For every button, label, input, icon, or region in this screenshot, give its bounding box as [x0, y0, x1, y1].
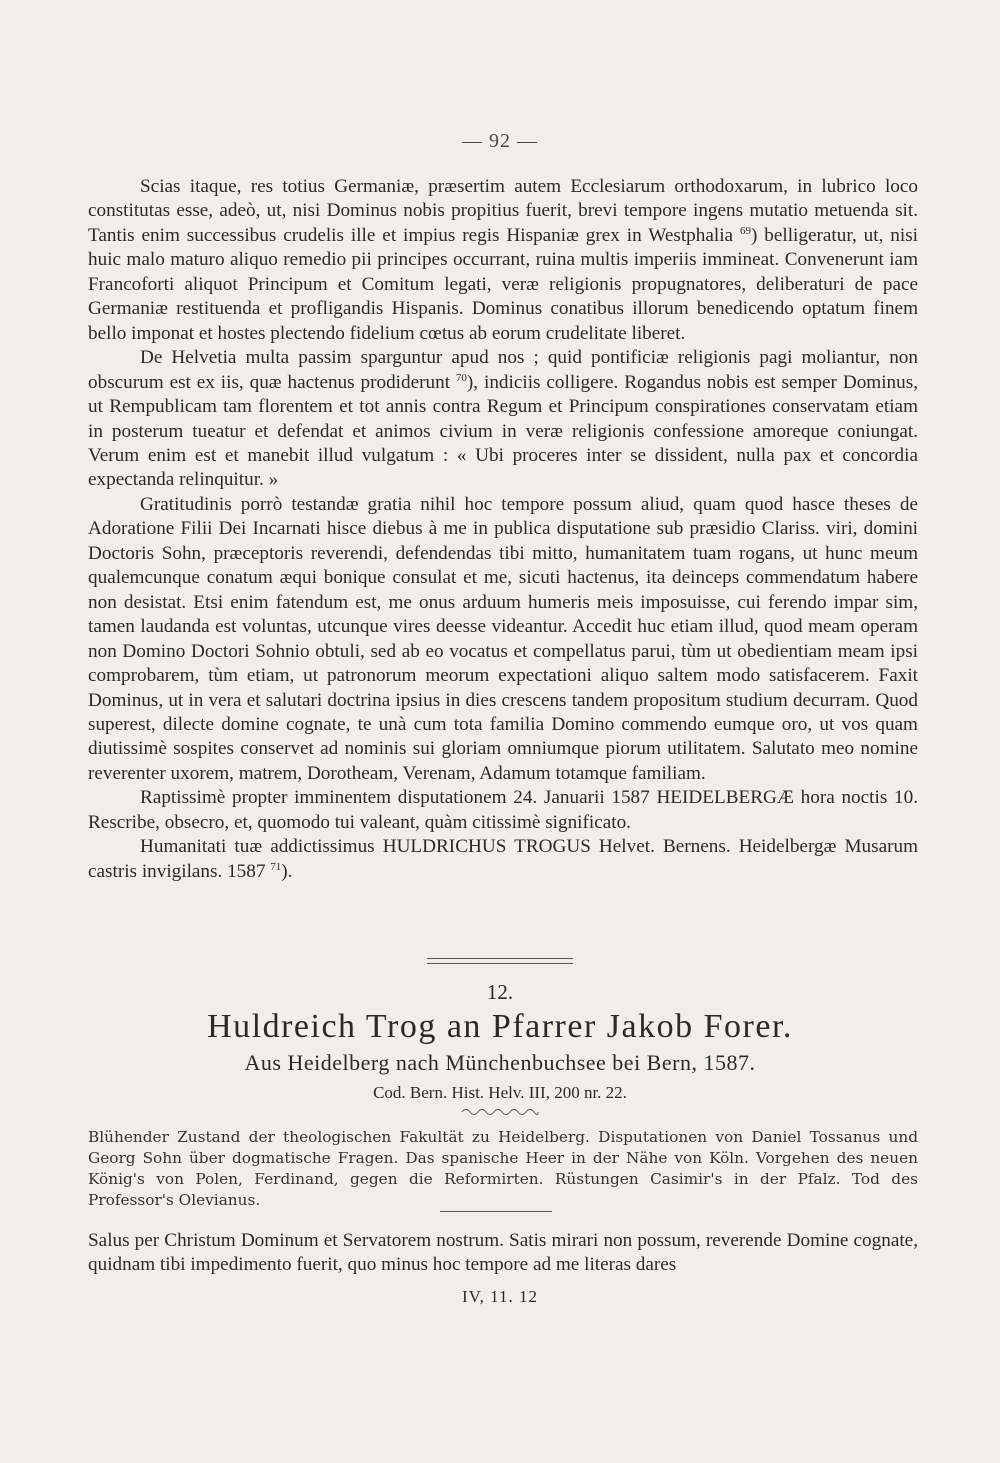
paragraph-text: De Helvetia multa passim sparguntur apud nos ; quid pontificiæ religionis pagi moliantur, non obscurum est ex iis, quæ hactenus prodiderunt: [88, 347, 918, 393]
summary-divider: [440, 1211, 552, 1212]
paragraph: [88, 493, 918, 786]
footnote-ref: 71: [270, 860, 282, 873]
paragraph: [88, 786, 918, 835]
paragraph-text: Humanitati tuæ addictissimus HULDRICHUS TROGUS Helvet. Bernens. Heidelbergæ Musarum castris invigilans. 1587: [88, 836, 918, 882]
letter-number: 12.: [486, 980, 514, 1004]
paragraph-text: Raptissimè propter imminentem disputationem 24. Januarii 1587 HEIDELBERGÆ hora noctis 10. Rescribe, obsecro, et, quomodo tui valeant, quàm citissimè significato.: [88, 787, 918, 833]
letter-12-opening: [88, 1229, 918, 1278]
footnote-ref: 70: [455, 371, 467, 384]
wavy-ornament-icon: [460, 1105, 540, 1119]
page-number: — 92 —: [462, 130, 538, 152]
letter-summary: Blühender Zustand der theologischen Fakultät zu Heidelberg. Disputationen von Daniel Tossanus und Georg Sohn über dogmatische Fragen. Das spanische Heer in der Nähe von Köln. Vorgehen des neuen König's von Polen, Ferdinand, gegen die Reformirten. Rüstungen Casimir's in der Pfalz. Tod des Professor's Olevianus.: [88, 1128, 918, 1209]
footnote-ref: 69: [739, 224, 751, 237]
paragraph-text: ), indiciis colligere. Rogandus nobis est semper Dominus, ut Rempublicam tam florentem et tot annis contra Regum et Principum conspirationes conservatam etiam in posterum tueatur et defendat et animos civium in veræ religionis confessione amoreque coniungat. Verum enim est et manebit illud vulgatum : « Ubi proceres inter se dissident, nulla pax et concordia expectanda relinquitur. »: [88, 371, 918, 491]
paragraph: [88, 346, 918, 493]
letter-11-body: [88, 175, 918, 884]
paragraph-text: Gratitudinis porrò testandæ gratia nihil hoc tempore possum aliud, quam quod hasce theses de Adoratione Filii Dei Incarnati hisce diebus à me in publica disputatione sub præsidio Clariss. viri, domini Doctoris Sohn, præceptoris reverendi, defendendas tibi mitto, humanitatem tuam rogans, ut hunc meum qualemcunque conatum æqui bonique consulat et me, sicuti hactenus, ita deinceps commendatum habere non desistat. Etsi enim fatendum est, me onus arduum humeris meis imposuisse, cui ferendo impar sim, tamen laudanda est voluntas, utcunque vires deesse videantur. Accedit huc etiam illud, quod meam operam non Domino Doctori Sohnio obtuli, sed ab eo vocatus et compellatus parui, tùm ut obedientiam meam ipsi comprobarem, tùm etiam, ut patronorum meorum expectationi aliquo saltem modo satisfacerem. Faxit Dominus, ut in vera et salutari doctrina ipsius in dies crescens tandem propositum studium decurram. Quod superest, dilecte domine cognate, te unà cum tota familia Domino commendo eumque oro, ut vos quam diutissimè sospites conservet ad nominis sui gloriam omniumque piorum utilitatem. Salutato meo nomine reverenter uxorem, matrem, Dorotheam, Verenam, Adamum totamque familiam.: [88, 493, 918, 784]
paragraph-text: ) belligeratur, ut, nisi huic malo maturo aliquo remedio pii principes occurrant, ruina multis imperiis immineat. Convenerunt iam Francoforti aliquot Principum et Comitum legati, veræ religionis propugnatores, deliberaturi de pace Germaniæ restituenda et profligandis Hispanis. Dominus conatibus illorum benedicendo optatum finem bello imponat et hostes plectendo fidelium cœtus ab eorum crudelitate liberet.: [88, 224, 919, 344]
letter-title: Huldreich Trog an Pfarrer Jakob Forer.: [207, 1008, 793, 1045]
letter-source: Cod. Bern. Hist. Helv. III, 200 nr. 22.: [373, 1083, 627, 1102]
letter-subtitle: Aus Heidelberg nach Münchenbuchsee bei Bern, 1587.: [244, 1050, 756, 1075]
section-divider: [427, 958, 573, 964]
paragraph-text: Scias itaque, res totius Germaniæ, præsertim autem Ecclesiarum orthodoxarum, in lubrico loco constitutas esse, adeò, ut, nisi Dominus nobis propitius fuerit, brevi tempore ingens mutatio metuenda sit. Tantis enim successibus crudelis ille et impius regis Hispaniæ grex in Westphalia: [88, 176, 918, 246]
paragraph-text: ).: [281, 860, 293, 882]
paragraph: [88, 835, 918, 884]
paragraph: [88, 175, 918, 346]
paragraph: Salus per Christum Dominum et Servatorem nostrum. Satis mirari non possum, reverende Domine cognate, quidnam tibi impedimento fuerit, quo minus hoc tempore ad me literas dares: [88, 1230, 918, 1276]
sheet-signature: IV, 11. 12: [461, 1287, 539, 1306]
